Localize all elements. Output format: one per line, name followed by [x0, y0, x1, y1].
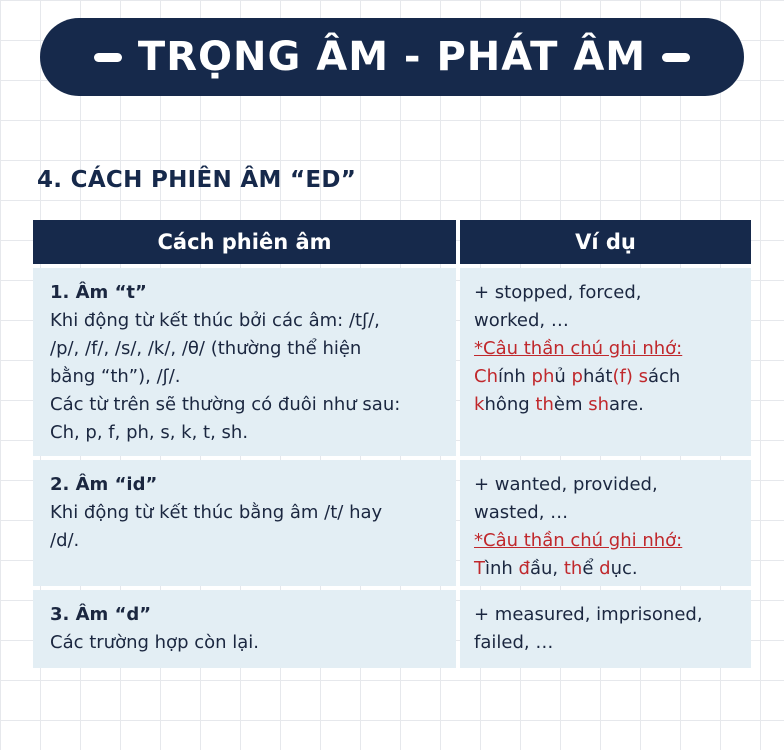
- mnemonic-text: èm: [553, 394, 589, 415]
- mnemonic-text: ủ: [554, 366, 572, 387]
- example-line: failed, …: [474, 632, 554, 653]
- mnemonic-line: [474, 363, 745, 391]
- mnemonic-highlight: ph: [531, 366, 555, 387]
- table-header: [33, 220, 751, 264]
- rule-line: Ch, p, f, ph, s, k, t, sh.: [50, 422, 249, 443]
- mnemonic-text: ách: [647, 366, 681, 387]
- mnemonic-highlight: đ: [518, 558, 530, 579]
- mnemonic-highlight: T: [474, 558, 485, 579]
- rule-line: bằng “th”), /ʃ/.: [50, 366, 181, 387]
- mnemonic-line: [474, 555, 745, 583]
- mnemonic-highlight: d: [599, 558, 611, 579]
- header-pronunciation: Cách phiên âm: [33, 220, 456, 264]
- mnemonic-text: ình: [485, 558, 519, 579]
- example-line: worked, …: [474, 310, 569, 331]
- rule-line: Khi động từ kết thúc bởi các âm: /tʃ/,: [50, 310, 380, 331]
- rule-line: Các từ trên sẽ thường có đuôi như sau:: [50, 394, 401, 415]
- example-cell: [460, 460, 751, 586]
- mnemonic-highlight: (f): [612, 366, 633, 387]
- mnemonic-text: hông: [484, 394, 536, 415]
- example-line: wasted, …: [474, 502, 569, 523]
- mnemonic-text: ính: [497, 366, 532, 387]
- mnemonic-highlight: s: [638, 366, 648, 387]
- rule-cell: [33, 268, 456, 456]
- example-line: + stopped, forced,: [474, 282, 642, 303]
- rule-heading: 1. Âm “t”: [50, 282, 147, 303]
- mnemonic-text: ể: [582, 558, 600, 579]
- example-cell: [460, 268, 751, 456]
- mnemonic-highlight: k: [474, 394, 485, 415]
- rule-cell: [33, 460, 456, 586]
- mnemonic-label: *Câu thần chú ghi nhớ:: [474, 338, 683, 359]
- mnemonic-text: ục.: [610, 558, 638, 579]
- title-banner: [40, 18, 744, 96]
- rule-line: /d/.: [50, 530, 80, 551]
- example-cell: [460, 590, 751, 668]
- table-row: [33, 268, 751, 456]
- mnemonic-line: [474, 391, 745, 419]
- example-line: + measured, imprisoned,: [474, 604, 703, 625]
- rule-cell: [33, 590, 456, 668]
- banner-title: TRỌNG ÂM - PHÁT ÂM: [137, 34, 647, 80]
- mnemonic-highlight: Ch: [474, 366, 498, 387]
- rule-heading: 2. Âm “id”: [50, 474, 158, 495]
- mnemonic-highlight: th: [535, 394, 554, 415]
- dash-right-decoration: [662, 53, 690, 62]
- table-row: [33, 590, 751, 668]
- rule-heading: 3. Âm “d”: [50, 604, 152, 625]
- example-line: + wanted, provided,: [474, 474, 658, 495]
- mnemonic-text: hát: [582, 366, 613, 387]
- rule-line: /p/, /f/, /s/, /k/, /θ/ (thường thể hiện: [50, 338, 362, 359]
- mnemonic-label: *Câu thần chú ghi nhớ:: [474, 530, 683, 551]
- mnemonic-text: are.: [609, 394, 644, 415]
- table-row: [33, 460, 751, 586]
- mnemonic-highlight: p: [571, 366, 583, 387]
- section-title: 4. CÁCH PHIÊN ÂM “ED”: [37, 167, 357, 193]
- mnemonic-highlight: sh: [588, 394, 610, 415]
- rule-line: Khi động từ kết thúc bằng âm /t/ hay: [50, 502, 383, 523]
- header-examples: Ví dụ: [460, 220, 751, 264]
- rule-line: Các trường hợp còn lại.: [50, 632, 260, 653]
- dash-left-decoration: [94, 53, 122, 62]
- mnemonic-highlight: th: [563, 558, 583, 579]
- pronunciation-table: [33, 220, 751, 668]
- mnemonic-text: ầu,: [529, 558, 564, 579]
